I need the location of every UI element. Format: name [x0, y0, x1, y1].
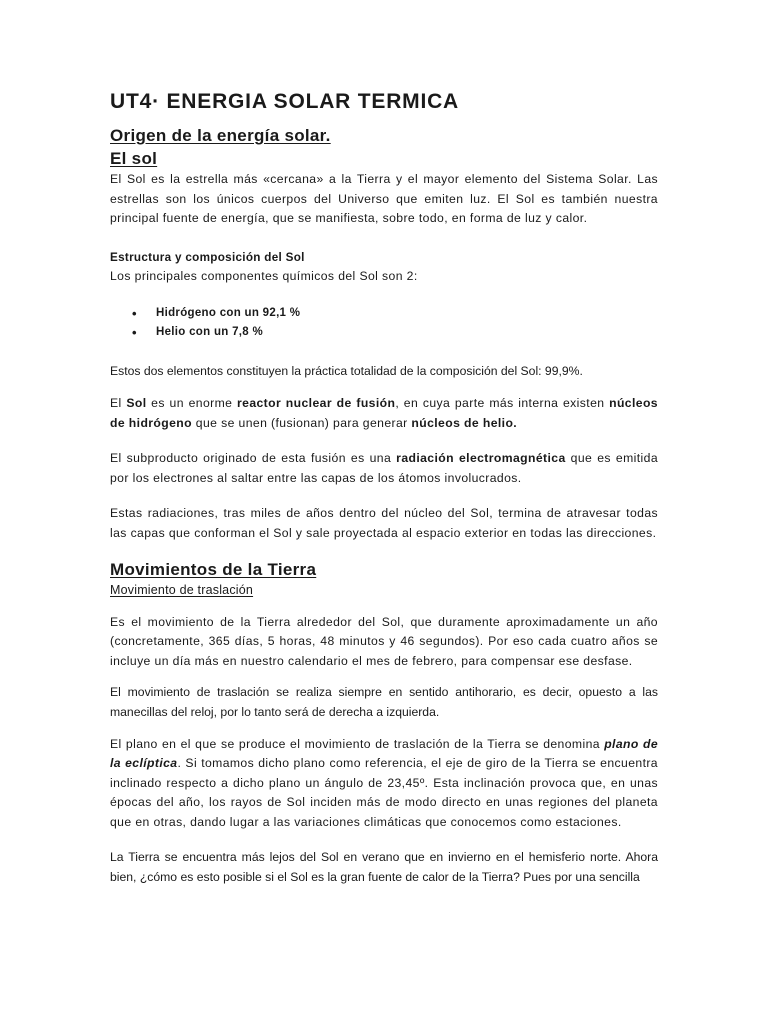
- elementos-paragraph: Estos dos elementos constituyen la práctica totalidad de la composición del Sol: 99,9%.: [110, 364, 583, 379]
- reactor-text: que se unen (fusionan) para generar: [191, 415, 412, 430]
- reactor-text: es un enorme: [146, 395, 237, 410]
- subproducto-paragraph: [110, 449, 658, 488]
- reactor-text: El: [110, 395, 127, 410]
- plano-text: . Si tomamos dicho plano como referencia, el eje de giro de la Tierra se encuentra inclinado respecto a dicho plano un ángulo de 23,45º. Esta inclinación provoca que, en unas épocas del año, los rayos de Sol inciden más de modo directo en unas regiones del planeta que en otras, dando lugar a las variaciones climáticas que conocemos como estaciones.: [110, 756, 658, 829]
- list-item: • Hidrógeno con un 92,1 %: [110, 304, 658, 323]
- estructura-text: Los principales componentes químicos del Sol son 2:: [110, 268, 418, 283]
- document-title: UT4· ENERGIA SOLAR TERMICA: [110, 90, 460, 113]
- traslacion-heading: Movimiento de traslación: [110, 582, 254, 597]
- list-item: • Helio con un 7,8 %: [110, 323, 658, 342]
- subproducto-bold: radiación electromagnética: [396, 451, 566, 466]
- reactor-bold: reactor nuclear de fusión: [237, 395, 396, 410]
- estructura-heading: Estructura y composición del Sol: [110, 250, 305, 264]
- reactor-text: , en cuya parte más interna existen: [395, 395, 610, 410]
- reactor-bold: núcleos de hidrógeno: [110, 395, 658, 430]
- reactor-bold: Sol: [126, 395, 147, 410]
- traslacion-paragraph: Es el movimiento de la Tierra alrededor del Sol, que duramente aproximadamente un año (concretamente, 365 días, 5 horas, 48 minutos y 46 segundos). Por eso cada cuatro años se incluye un día más en nuestro calendario el mes de febrero, para compensar ese desfase.: [110, 614, 658, 668]
- sol-intro-paragraph: [110, 170, 658, 229]
- reactor-paragraph: [110, 394, 658, 433]
- plano-paragraph: [110, 735, 658, 833]
- sol-intro-text-2: de energía, que se manifiesta, sobre todo, en forma de luz y calor.: [202, 211, 588, 226]
- radiaciones-paragraph: Estas radiaciones, tras miles de años dentro del núcleo del Sol, termina de atravesar todas las capas que conforman el Sol y sale proyectada al espacio exterior en todas las direcciones.: [110, 506, 658, 540]
- subproducto-text: El subproducto originado de esta fusión es una: [110, 451, 397, 466]
- movimientos-heading: Movimientos de la Tierra: [110, 559, 317, 579]
- components-list: [110, 304, 658, 342]
- subproducto-text: que es emitida por los electrones al saltar entre las capas de los átomos involucrados.: [110, 451, 659, 485]
- origen-heading: Origen de la energía solar.: [110, 126, 331, 145]
- sol-heading: El sol: [110, 149, 158, 168]
- plano-bold-italic: plano de la eclíptica: [110, 736, 658, 771]
- antihorario-paragraph: El movimiento de traslación se realiza siempre en sentido antihorario, es decir, opuesto a las manecillas del reloj, por lo tanto será de derecha a izquierda.: [110, 685, 658, 719]
- document-page: [110, 86, 658, 888]
- sol-intro-text: El Sol es la estrella más «cercana» a la Tierra y el mayor elemento del Sistema Solar. Las estrellas son los únicos cuerpos del Universo que emiten luz. El Sol es también nuestra principal fuente: [110, 172, 658, 226]
- reactor-bold: núcleos de helio.: [411, 415, 518, 430]
- plano-text: El plano en el que se produce el movimiento de traslación de la Tierra se denomina: [110, 736, 605, 751]
- verano-paragraph: La Tierra se encuentra más lejos del Sol en verano que en invierno en el hemisferio norte. Ahora bien, ¿cómo es esto posible si el Sol es la gran fuente de calor de la Tierra? Pues por una sencilla: [110, 850, 658, 885]
